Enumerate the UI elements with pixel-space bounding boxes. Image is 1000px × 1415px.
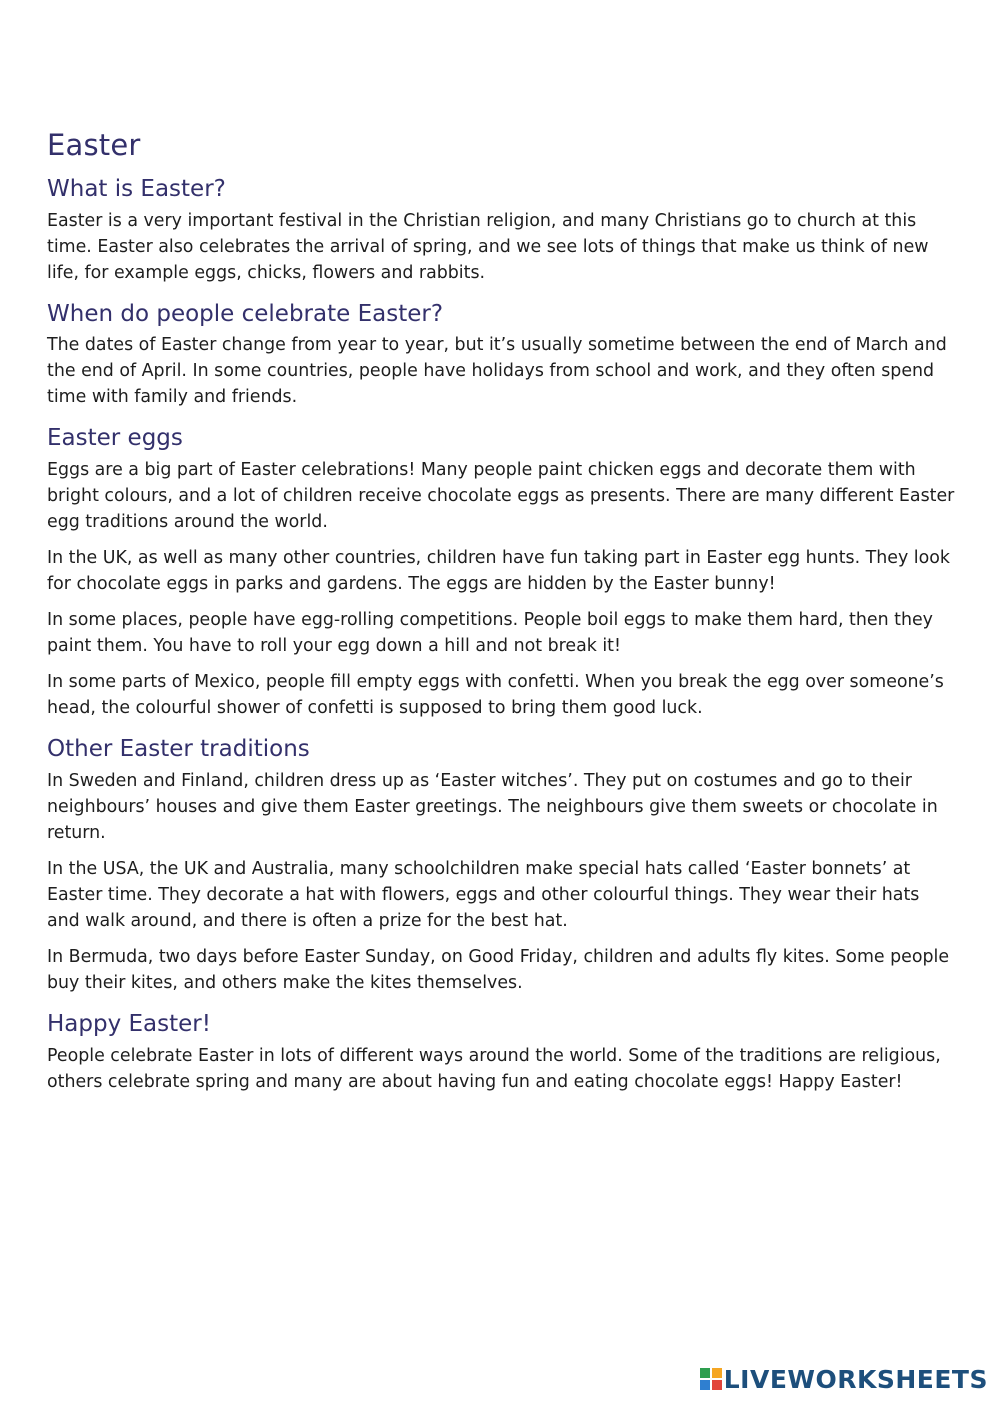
paragraph: In Sweden and Finland, children dress up as ‘Easter witches’. They put on costumes and go to their neighbours’ houses and give them Easter greetings. The neighbours give them sweets or chocolate in return. bbox=[47, 770, 938, 843]
paragraph: The dates of Easter change from year to year, but it’s usually sometime between the end of March and the end of April. In some countries, people have holidays from school and work, and they often spend time with family and friends. bbox=[47, 335, 947, 408]
section-heading: Easter eggs bbox=[47, 425, 183, 452]
paragraph: People celebrate Easter in lots of different ways around the world. Some of the traditions are religious, others celebrate spring and many are about having fun and eating chocolate eggs! Happy Easter! bbox=[47, 1045, 941, 1092]
section-other-traditions bbox=[47, 735, 957, 996]
section-heading: Other Easter traditions bbox=[47, 736, 310, 763]
paragraph: In Bermuda, two days before Easter Sunday, on Good Friday, children and adults fly kites. Some people buy their kites, and others make the kites themselves. bbox=[47, 946, 950, 993]
section-happy-easter bbox=[47, 1010, 957, 1095]
section-what-is-easter bbox=[47, 175, 957, 286]
worksheet-page bbox=[47, 128, 957, 1109]
section-heading: What is Easter? bbox=[47, 175, 226, 202]
section-heading: When do people celebrate Easter? bbox=[47, 300, 444, 327]
watermark-text: LIVEWORKSHEETS bbox=[723, 1364, 988, 1394]
paragraph: In the UK, as well as many other countries, children have fun taking part in Easter egg hunts. They look for chocolate eggs in parks and gardens. The eggs are hidden by the Easter bunny! bbox=[47, 548, 950, 595]
section-when-celebrate bbox=[47, 300, 957, 411]
section-heading: Happy Easter! bbox=[47, 1010, 211, 1037]
paragraph: Easter is a very important festival in the Christian religion, and many Christians go to church at this time. Easter also celebrates the arrival of spring, and we see lots of things that make us think of new life, for example eggs, chicks, flowers and rabbits. bbox=[47, 210, 929, 283]
liveworksheets-watermark[interactable] bbox=[700, 1363, 988, 1395]
paragraph: In some places, people have egg-rolling competitions. People boil eggs to make them hard, then they paint them. You have to roll your egg down a hill and not break it! bbox=[47, 610, 933, 657]
paragraph: In some parts of Mexico, people fill empty eggs with confetti. When you break the egg over someone’s head, the colourful shower of confetti is supposed to bring them good luck. bbox=[47, 672, 944, 719]
liveworksheets-logo-icon bbox=[700, 1368, 722, 1390]
section-easter-eggs bbox=[47, 424, 957, 721]
paragraph: In the USA, the UK and Australia, many schoolchildren make special hats called ‘Easter bonnets’ at Easter time. They decorate a hat with flowers, eggs and other colourful things. They wear their hats and walk around, and there is often a prize for the best hat. bbox=[47, 858, 920, 931]
paragraph: Eggs are a big part of Easter celebrations! Many people paint chicken eggs and decorate them with bright colours, and a lot of children receive chocolate eggs as presents. There are many different Easter egg traditions around the world. bbox=[47, 460, 955, 533]
page-title: Easter bbox=[47, 128, 141, 162]
